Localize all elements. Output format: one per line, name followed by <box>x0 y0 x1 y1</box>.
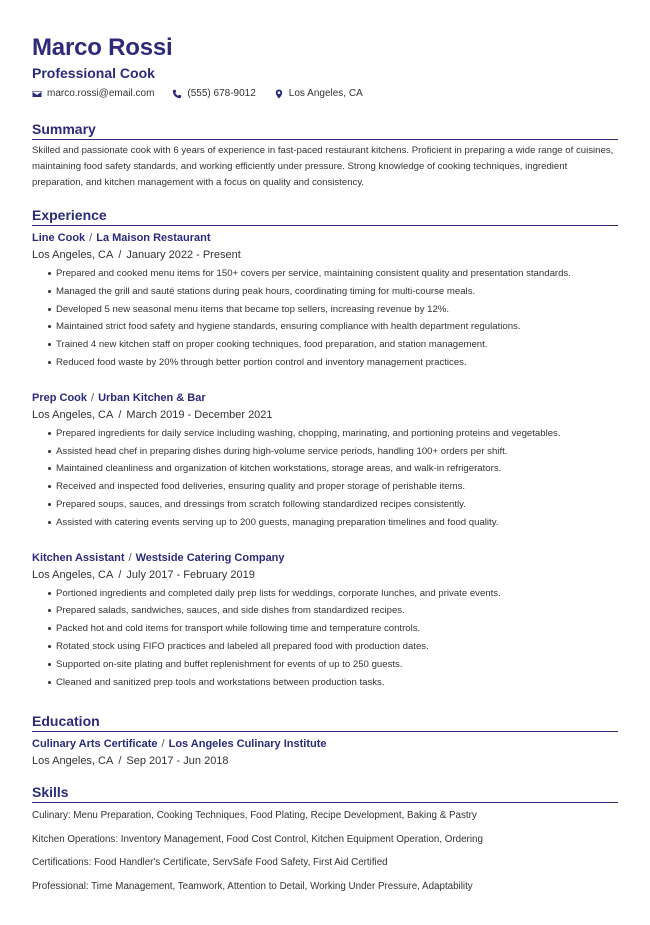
education-location: Los Angeles, CA <box>32 755 114 768</box>
education-meta <box>32 753 618 769</box>
envelope-icon <box>32 89 42 99</box>
education-dates: Sep 2017 - Jun 2018 <box>126 755 229 768</box>
contact-row <box>32 88 618 99</box>
education-heading-line <box>32 737 618 752</box>
summary-text: Skilled and passionate cook with 6 years of experience in fast-paced restaurant kitchens. Proficient in preparing a wide range of cuisines, maintaining food safety standards, and working efficiently under pressure. Strong knowledge of cooking techniques, ingredient preparation, and kitchen management with a focus on quality and consistency. <box>32 145 614 188</box>
bullet-item: Developed 5 new seasonal menu items that became top sellers, increasing revenue by 12%. <box>48 301 618 319</box>
separator: / <box>128 551 132 564</box>
phone-text: (555) 678-9012 <box>187 88 256 99</box>
education-title: Culinary Arts Certificate <box>32 738 158 751</box>
bullet-item: Reduced food waste by 20% through better portion control and inventory management practices. <box>48 354 618 372</box>
job-heading <box>32 551 618 566</box>
job-meta <box>32 567 618 583</box>
job-meta <box>32 247 618 263</box>
contact-email[interactable] <box>32 88 154 99</box>
bullet-item: Assisted head chef in preparing dishes during high-volume service periods, handling 100+ orders per shift. <box>48 443 618 461</box>
separator: / <box>118 755 122 768</box>
skills-section <box>32 783 618 893</box>
skill-line: Certifications: Food Handler's Certificate, ServSafe Food Safety, First Aid Certified <box>32 857 388 869</box>
bullet-item: Supported on-site plating and buffet replenishment for events of up to 250 guests. <box>48 656 618 674</box>
job-bullets <box>32 265 618 372</box>
bullet-item: Prepared ingredients for daily service including washing, chopping, marinating, and portioning proteins and vegetables. <box>48 425 618 443</box>
bullet-item: Managed the grill and sauté stations during peak hours, coordinating timing for multi-course meals. <box>48 283 618 301</box>
job-location: Los Angeles, CA <box>32 249 114 261</box>
separator: / <box>118 568 122 581</box>
job-org: La Maison Restaurant <box>96 232 211 244</box>
separator: / <box>89 232 93 244</box>
location-text: Los Angeles, CA <box>288 88 363 99</box>
job-org: Urban Kitchen & Bar <box>98 391 206 404</box>
bullet-item: Prepared salads, sandwiches, sauces, and side dishes from standardized recipes. <box>48 602 618 620</box>
phone-icon <box>172 89 182 99</box>
candidate-name: Marco Rossi <box>32 34 173 61</box>
email-text: marco.rossi@email.com <box>47 88 155 99</box>
separator: / <box>161 738 165 751</box>
bullet-item: Prepared and cooked menu items for 150+ covers per service, maintaining consistent quality and presentation standards. <box>48 265 618 283</box>
job-dates: July 2017 - February 2019 <box>126 568 255 581</box>
job-location: Los Angeles, CA <box>32 408 114 421</box>
bullet-item: Maintained strict food safety and hygiene standards, ensuring compliance with health department regulations. <box>48 318 618 336</box>
job-bullets <box>32 585 618 692</box>
separator: / <box>91 391 95 404</box>
separator: / <box>118 408 122 421</box>
map-pin-icon <box>274 89 284 99</box>
job-meta <box>32 407 618 423</box>
contact-phone[interactable] <box>172 88 255 99</box>
job-entry <box>32 391 618 532</box>
resume-header <box>32 34 618 99</box>
bullet-item: Portioned ingredients and completed daily prep lists for weddings, corporate lunches, and private events. <box>48 585 618 603</box>
experience-section <box>32 206 618 691</box>
job-entry <box>32 231 618 372</box>
candidate-role: Professional Cook <box>32 65 155 81</box>
bullet-item: Prepared soups, sauces, and dressings from scratch following standardized recipes consistently. <box>48 496 618 514</box>
job-dates: January 2022 - Present <box>126 249 241 261</box>
summary-heading: Summary <box>32 120 618 140</box>
skill-line: Professional: Time Management, Teamwork, Attention to Detail, Working Under Pressure, Adaptability <box>32 881 473 893</box>
job-org: Westside Catering Company <box>135 551 285 564</box>
contact-location <box>274 88 363 99</box>
bullet-item: Rotated stock using FIFO practices and labeled all prepared food with production dates. <box>48 638 618 656</box>
job-location: Los Angeles, CA <box>32 568 114 581</box>
job-entry <box>32 551 618 692</box>
skills-heading: Skills <box>32 783 618 803</box>
job-title: Prep Cook <box>32 391 88 404</box>
bullet-item: Cleaned and sanitized prep tools and workstations between production tasks. <box>48 674 618 692</box>
job-title: Line Cook <box>32 232 86 244</box>
skill-line: Kitchen Operations: Inventory Management, Food Cost Control, Kitchen Equipment Operation, Ordering <box>32 834 483 846</box>
education-heading: Education <box>32 712 618 732</box>
bullet-item: Packed hot and cold items for transport while following time and temperature controls. <box>48 620 618 638</box>
job-bullets <box>32 425 618 532</box>
bullet-item: Received and inspected food deliveries, ensuring quality and proper storage of perishable items. <box>48 478 618 496</box>
job-dates: March 2019 - December 2021 <box>126 408 273 421</box>
separator: / <box>118 249 122 261</box>
job-heading <box>32 231 618 246</box>
bullet-item: Assisted with catering events serving up to 200 guests, managing preparation timelines and food quality. <box>48 514 618 532</box>
bullet-item: Trained 4 new kitchen staff on proper cooking techniques, food preparation, and station management. <box>48 336 618 354</box>
job-heading <box>32 391 618 406</box>
job-title: Kitchen Assistant <box>32 551 125 564</box>
summary-section <box>32 120 618 191</box>
education-section <box>32 712 618 769</box>
skill-line: Culinary: Menu Preparation, Cooking Techniques, Food Plating, Recipe Development, Baking & Pastry <box>32 810 477 822</box>
experience-heading: Experience <box>32 206 618 226</box>
education-org: Los Angeles Culinary Institute <box>168 738 327 751</box>
bullet-item: Maintained cleanliness and organization of kitchen workstations, storage areas, and walk-in refrigerators. <box>48 460 618 478</box>
